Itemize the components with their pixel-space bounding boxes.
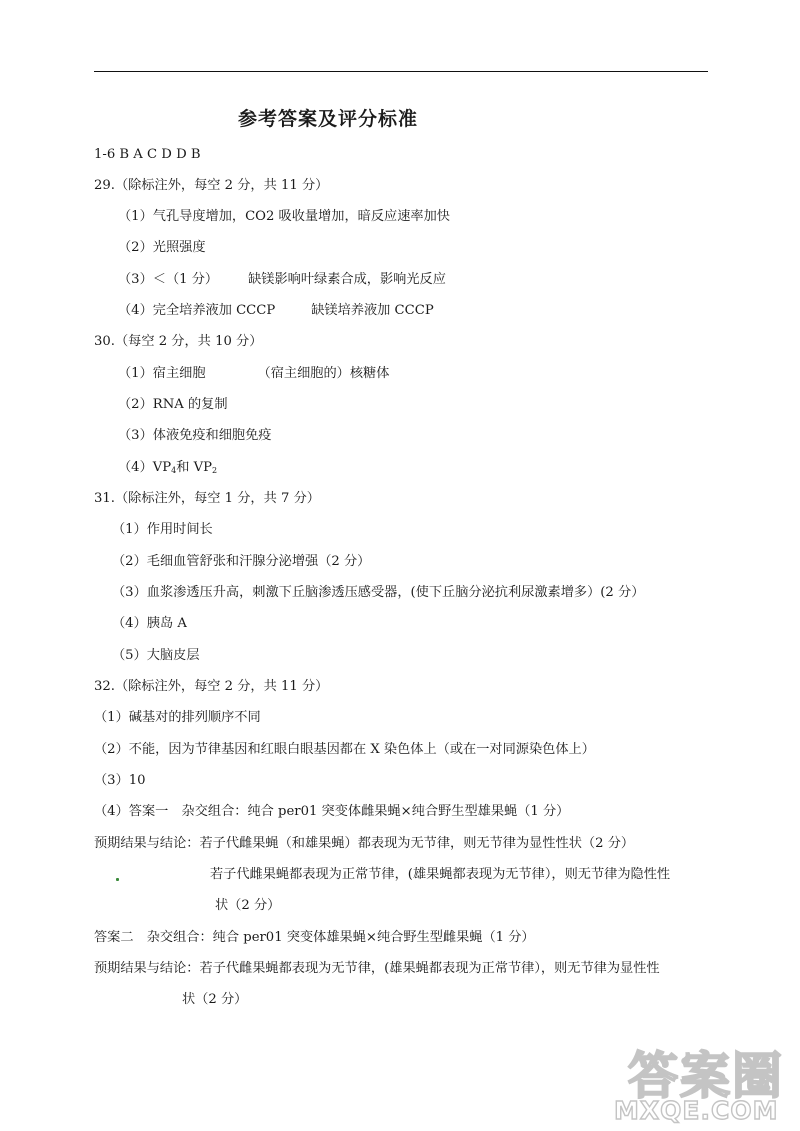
q31-answer-5: （5）大脑皮层 — [112, 648, 200, 663]
q29-answer-3 — [118, 271, 446, 289]
q30-answer-1-first: （1）宿主细胞 — [118, 366, 206, 381]
q32-plan1-expect-2: 若子代雌果蝇都表现为正常节律，(雄果蝇都表现为无节律），则无节律为隐性性 — [210, 867, 671, 882]
page-title: 参考答案及评分标准 — [238, 108, 419, 130]
q29-answer-4 — [118, 302, 434, 320]
stray-mark — [116, 878, 119, 881]
q32-plan2: 答案二 杂交组合：纯合 per01 突变体雄果蝇×纯合野生型雌果蝇（1 分） — [94, 930, 535, 945]
q32-plan1-expect-2-cont: 状（2 分） — [215, 898, 281, 913]
q30-answer-4 — [118, 459, 217, 480]
q31-answer-2: （2）毛细血管舒张和汗腺分泌增强（2 分） — [112, 554, 371, 569]
q30-answer-4-prefix: （4）VP — [118, 460, 172, 475]
q29-answer-2: （2）光照强度 — [118, 240, 206, 255]
q30-answer-4-middle: 和 VP — [176, 460, 213, 475]
watermark-text: 答案圈 — [628, 1047, 784, 1105]
q32-plan2-expect: 预期结果与结论：若子代雌果蝇都表现为无节律，(雄果蝇都表现为正常节律），则无节律为显性性 — [94, 961, 660, 976]
q29-answer-3-second: 缺镁影响叶绿素合成，影响光反应 — [248, 272, 446, 287]
q30-answer-1-second: （宿主细胞的）核糖体 — [257, 366, 390, 381]
q29-answer-3-first: （3）＜（1 分） — [118, 272, 219, 287]
q32-answer-2: （2）不能，因为节律基因和红眼白眼基因都在 X 染色体上（或在一对同源染色体上） — [94, 742, 595, 757]
q30-heading: 30.（每空 2 分，共 10 分） — [94, 334, 263, 349]
q31-answer-4: （4）胰岛 A — [112, 616, 187, 631]
q30-answer-1 — [118, 365, 389, 383]
header-rule — [94, 71, 708, 72]
q32-plan2-expect-cont: 状（2 分） — [182, 992, 248, 1007]
q30-answer-4-subscript-2: 2 — [212, 466, 218, 475]
q29-heading: 29.（除标注外，每空 2 分，共 11 分） — [94, 178, 329, 193]
q32-answer-1: （1）碱基对的排列顺序不同 — [94, 710, 261, 725]
q29-answer-4-second: 缺镁培养液加 CCCP — [311, 303, 434, 318]
q31-answer-1: （1）作用时间长 — [112, 522, 213, 537]
multiple-choice-answers: 1-6 B A C D D B — [94, 147, 201, 162]
q32-heading: 32.（除标注外，每空 2 分，共 11 分） — [94, 679, 329, 694]
q32-plan1-expect-1: 预期结果与结论：若子代雌果蝇（和雄果蝇）都表现为无节律，则无节律为显性性状（2 分） — [94, 836, 635, 851]
q30-answer-3: （3）体液免疫和细胞免疫 — [118, 428, 272, 443]
q32-answer-3: （3）10 — [94, 773, 146, 788]
q32-answer-4-plan1: （4）答案一 杂交组合：纯合 per01 突变体雌果蝇×纯合野生型雄果蝇（1 分） — [94, 804, 570, 819]
q30-answer-2: （2）RNA 的复制 — [118, 397, 228, 412]
q29-answer-4-first: （4）完全培养液加 CCCP — [118, 303, 276, 318]
q31-heading: 31.（除标注外，每空 1 分，共 7 分） — [94, 491, 320, 506]
q31-answer-3: （3）血浆渗透压升高，刺激下丘脑渗透压感受器，(使下丘脑分泌抗利尿激素增多）(2 分） — [112, 585, 645, 600]
q29-answer-1: （1）气孔导度增加，CO2 吸收量增加，暗反应速率加快 — [118, 209, 450, 224]
watermark-logo — [612, 1036, 792, 1126]
q30-answer-4-subscript-1: 4 — [171, 466, 177, 475]
watermark-url: MXQE.COM — [614, 1096, 779, 1125]
